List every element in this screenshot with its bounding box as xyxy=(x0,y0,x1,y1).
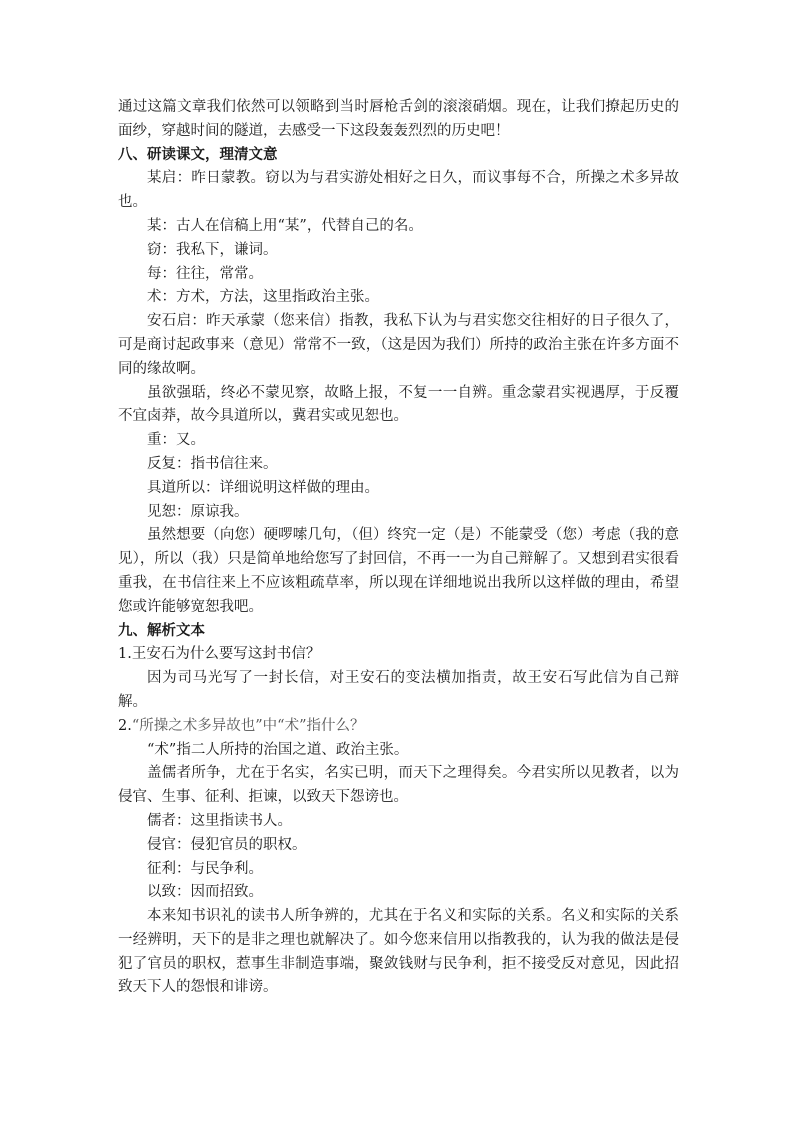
translation-3: 本来知书识礼的读书人所争辨的，尤其在于名义和实际的关系。名义和实际的关系一经辨明，天下的是非之理也就解决了。如今您来信用以指教我的，认为我的做法是侵犯了官员的职权，惹事生非制造事端，聚敛钱财与民争利，拒不接受反对意见，因此招致天下人的怨恨和诽谤。 xyxy=(118,908,679,996)
annotation-qie: 窃：我私下，谦词。 xyxy=(147,241,278,258)
question-2 xyxy=(118,715,679,739)
annotation-judaosuoyi: 具道所以：详细说明这样做的理由。 xyxy=(147,479,379,496)
annotation-yizhi: 以致：因而招致。 xyxy=(147,884,263,901)
question-2-text: “所操之术多异故也”中“术”指什么？ xyxy=(131,717,365,734)
annotation-jianshu: 见恕：原谅我。 xyxy=(147,503,249,520)
translation-2: 虽然想要（向您）硬啰嗦几句，（但）终究一定（是）不能蒙受（您）考虑（我的意见），所以（我）只是简单地给您写了封回信，不再一一为自己辩解了。又想到君实很看重我，在书信往来上不应该粗疏草率，所以现在详细地说出我所以这样做的理由，希望您或许能够宽恕我吧。 xyxy=(118,527,679,615)
answer-1: 因为司马光写了一封长信，对王安石的变法横加指责，故王安石写此信为自己辩解。 xyxy=(118,670,679,710)
question-2-number: 2. xyxy=(118,717,132,734)
section-9-heading: 九、解析文本 xyxy=(118,622,205,639)
original-text-3: 盖儒者所争，尤在于名实，名实已明，而天下之理得矣。今君实所以见教者，以为侵官、生事、征利、拒谏，以致天下怨谤也。 xyxy=(118,765,679,806)
section-8-heading: 八、研读课文，理清文意 xyxy=(118,146,278,163)
annotation-shu: 术：方术，方法，这里指政治主张。 xyxy=(147,289,379,306)
original-text-1: 某启：昨日蒙教。窃以为与君实游处相好之日久，而议事每不合，所操之术多异故也。 xyxy=(118,170,679,211)
annotation-ruzhe: 儒者：这里指读书人。 xyxy=(147,812,292,829)
annotation-zhengli: 征利：与民争利。 xyxy=(147,860,263,877)
question-1: 1.王安石为什么要写这封书信？ xyxy=(118,646,321,663)
annotation-mei: 每：往往，常常。 xyxy=(147,265,263,282)
intro-paragraph: 通过这篇文章我们依然可以领略到当时唇枪舌剑的滚滚硝烟。现在，让我们撩起历史的面纱，穿越时间的隧道，去感受一下这段轰轰烈烈的历史吧！ xyxy=(118,99,679,139)
document-page xyxy=(118,96,679,1000)
annotation-zhong: 重：又。 xyxy=(147,432,205,449)
annotation-fanfu: 反复：指书信往来。 xyxy=(147,455,278,472)
annotation-qinguan: 侵官：侵犯官员的职权。 xyxy=(147,836,307,853)
answer-2: “术”指二人所持的治国之道、政治主张。 xyxy=(147,741,409,758)
translation-1: 安石启：昨天承蒙（您来信）指教，我私下认为与君实您交往相好的日子很久了，可是商讨起政事来（意见）常常不一致，（这是因为我们）所持的政治主张在许多方面不同的缘故啊。 xyxy=(118,313,679,377)
original-text-2: 虽欲强聒，终必不蒙见察，故略上报，不复一一自辨。重念蒙君实视遇厚，于反覆不宜卤莽，故今具道所以，冀君实或见恕也。 xyxy=(118,384,679,425)
annotation-mou: 某：古人在信稿上用“某”，代替自己的名。 xyxy=(147,217,423,234)
